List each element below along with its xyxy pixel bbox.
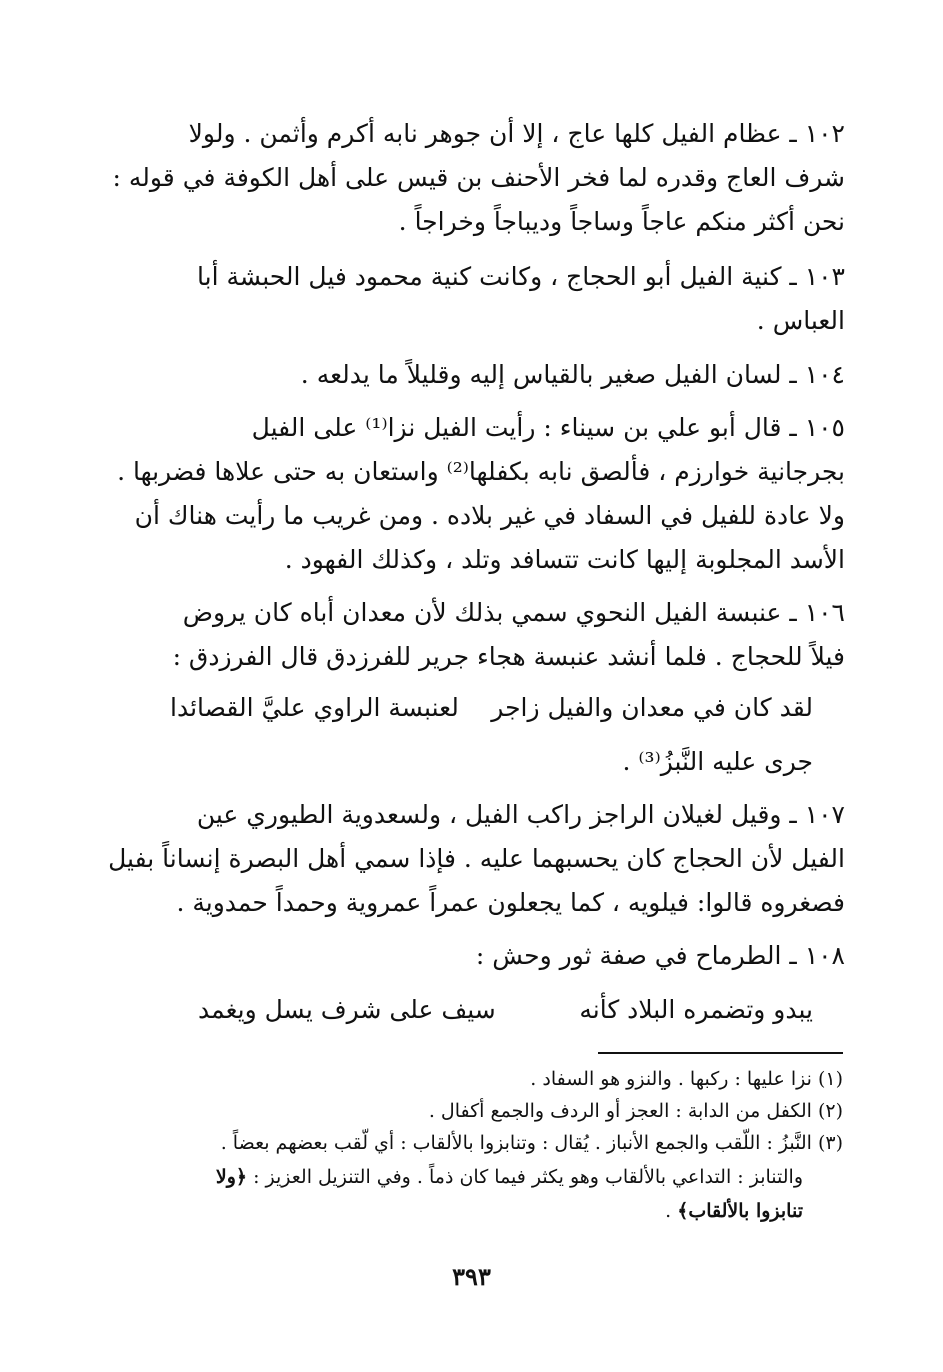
paragraph-103-line-2: العباس . bbox=[756, 306, 845, 335]
verse-106-first-hemistich: لقد كان في معدان والفيل زاجر bbox=[491, 693, 813, 722]
paragraph-103-line-1: ١٠٣ ـ كنية الفيل أبو الحجاج ، وكانت كنية محمود فيل الحبشة أبا bbox=[197, 262, 845, 291]
paragraph-106-line-1: ١٠٦ ـ عنبسة الفيل النحوي سمي بذلك لأن معدان أباه كان يروض bbox=[182, 598, 845, 627]
paragraph-107-line-2: الفيل لأن الحجاج كان يحسبهما عليه . فإذا سمي أهل البصرة إنساناً بفيل bbox=[108, 844, 845, 873]
verse-106-second-hemistich: لعنبسة الراوي عليَّ القصائدا bbox=[170, 693, 459, 722]
paragraph-105-line-3: ولا عادة للفيل في السفاد في غير بلاده . ومن غريب ما رأيت هناك أن bbox=[134, 501, 845, 530]
quran-quote-end: تنابزوا بالألقاب﴾ bbox=[677, 1200, 803, 1222]
paragraph-102-line-3: نحن أكثر منكم عاجاً وساجاً وديباجاً وخراجاً . bbox=[398, 207, 845, 236]
page-number: ٣٩٣ bbox=[452, 1262, 491, 1291]
paragraph-107-line-3: فصغروه قالوا: فيلويه ، كما يجعلون عمراً عمروية وحمداً حمدوية . bbox=[176, 888, 845, 917]
footnote-3-continuation bbox=[216, 1164, 803, 1190]
verse-108-first-hemistich: يبدو وتضمره البلاد كأنه bbox=[579, 995, 813, 1024]
verse-106-continuation: جرى عليه النَّبزُ⁽³⁾ . bbox=[622, 747, 813, 776]
paragraph-102-line-1: ١٠٢ ـ عظام الفيل كلها عاج ، إلا أن جوهر نابه أكرم وأثمن . ولولا bbox=[188, 119, 845, 148]
footnote-2: (٢) الكفل من الدابة : العجز أو الردف والجمع أكفال . bbox=[428, 1100, 843, 1122]
paragraph-102-line-2: شرف العاج وقدره لما فخر الأحنف بن قيس على أهل الكوفة في قوله : bbox=[112, 163, 845, 192]
footnote-3-continuation-2 bbox=[665, 1198, 803, 1224]
paragraph-104-line-1: ١٠٤ ـ لسان الفيل صغير بالقياس إليه وقليلاً ما يدلعه . bbox=[300, 360, 845, 389]
quran-quote-start: ﴿ولا bbox=[215, 1166, 248, 1188]
footnote-3-continuation-text: والتنابز : التداعي بالألقاب وهو يكثر فيما كان ذماً . وفي التنزيل العزيز : bbox=[253, 1166, 803, 1188]
paragraph-105-line-1: ١٠٥ ـ قال أبو علي بن سيناء : رأيت الفيل نزا⁽¹⁾ على الفيل bbox=[251, 413, 845, 442]
paragraph-105-line-4: الأسد المجلوبة إليها كانت تتسافد وتلد ، وكذلك الفهود . bbox=[284, 545, 845, 574]
paragraph-108-line-1: ١٠٨ ـ الطرماح في صفة ثور وحش : bbox=[475, 941, 845, 970]
paragraph-106-line-2: فيلاً للحجاج . فلما أنشد عنبسة هجاء جرير للفرزدق قال الفرزدق : bbox=[172, 642, 845, 671]
footnote-3-end-period: . bbox=[665, 1200, 678, 1222]
paragraph-105-line-2: بجرجانية خوارزم ، فألصق نابه بكفلها⁽²⁾ واستعان به حتى علاها فضربها . bbox=[117, 457, 845, 486]
footnote-3: (٣) النَّبزُ : اللّقب والجمع الأنباز . يُقال : وتنابزوا بالألقاب : أي لّقب بعضهم بعضاً . bbox=[220, 1132, 843, 1154]
verse-108-second-hemistich: سيف على شرف يسل ويغمد bbox=[198, 995, 496, 1024]
footnote-1: (١) نزا عليها : ركبها . والنزو هو السفاد . bbox=[530, 1068, 843, 1090]
footnote-separator bbox=[598, 1052, 843, 1054]
paragraph-107-line-1: ١٠٧ ـ وقيل لغيلان الراجز راكب الفيل ، ولسعدوية الطيوري عين bbox=[196, 800, 845, 829]
